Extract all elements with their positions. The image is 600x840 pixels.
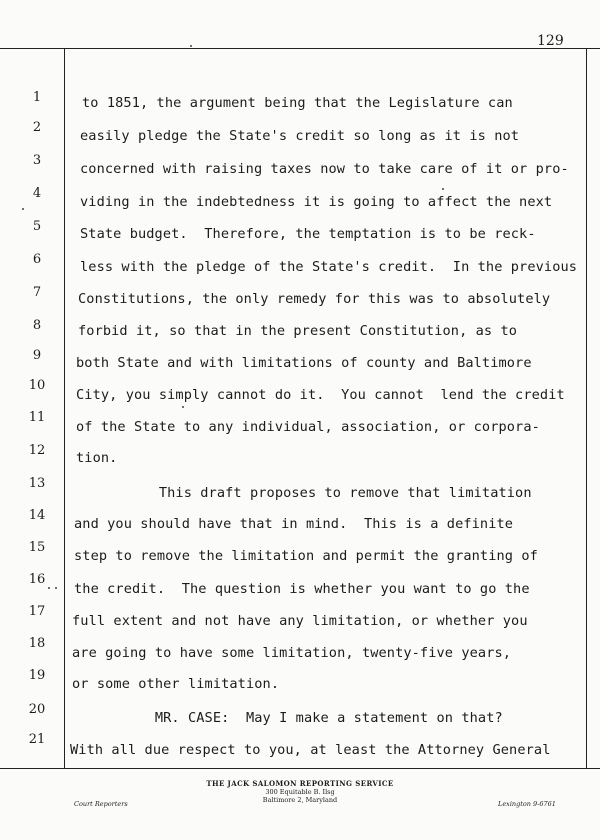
line-number: 15 [28, 540, 46, 555]
line-number: 7 [32, 285, 42, 300]
line-number: 8 [32, 318, 42, 333]
line-number: 4 [32, 186, 42, 201]
text-line: the credit. The question is whether you want to go the [74, 581, 530, 597]
text-line: This draft proposes to remove that limitation [76, 485, 532, 501]
footer-left-caption: Court Reporters [74, 800, 128, 808]
line-number: 18 [28, 636, 46, 651]
line-number: 2 [32, 120, 42, 135]
text-line: With all due respect to you, at least the Attorney General [70, 742, 551, 758]
line-number: 14 [28, 508, 46, 523]
line-number: 21 [28, 732, 46, 747]
reporting-service-address: 300 Equitable B. Ilsg [265, 788, 335, 796]
text-line: forbid it, so that in the present Constitution, as to [78, 323, 518, 339]
reporting-service-city: Baltimore 2, Maryland [262, 796, 338, 804]
scan-speck [190, 45, 192, 47]
page-number: 129 [537, 33, 564, 49]
text-line: to 1851, the argument being that the Legislature can [82, 95, 513, 111]
line-number: 17 [28, 604, 46, 619]
line-number: 6 [32, 252, 42, 267]
text-line: or some other limitation. [72, 676, 280, 692]
text-line: MR. CASE: May I make a statement on that? [72, 710, 503, 726]
footer-phone: Lexington 9-6761 [498, 800, 556, 808]
line-number: 12 [28, 443, 46, 458]
reporting-service-name: THE JACK SALOMON REPORTING SERVICE [206, 779, 394, 788]
text-line: are going to have some limitation, twenty-five years, [72, 645, 512, 661]
line-number: 1 [32, 90, 42, 105]
text-line: City, you simply cannot do it. You cannot lend the credit [76, 387, 565, 403]
line-number: 9 [32, 348, 42, 363]
text-line: State budget. Therefore, the temptation is to be reck- [80, 226, 536, 242]
line-number: 19 [28, 668, 46, 683]
scan-speck [55, 587, 57, 589]
scan-speck [442, 188, 444, 190]
left-margin-rule [64, 48, 65, 768]
text-line: easily pledge the State's credit so long as it is not [80, 128, 520, 144]
text-line: step to remove the limitation and permit the granting of [74, 548, 538, 564]
line-number: 11 [28, 410, 46, 425]
text-line: and you should have that in mind. This is a definite [74, 516, 514, 532]
line-number: 5 [32, 219, 42, 234]
scan-speck [182, 406, 184, 408]
text-line: both State and with limitations of county and Baltimore [76, 355, 532, 371]
line-number: 10 [28, 378, 46, 393]
scan-speck [48, 587, 50, 589]
text-line: less with the pledge of the State's credit. In the previous [80, 259, 578, 275]
text-line: viding in the indebtedness it is going to affect the next [80, 194, 553, 210]
line-number: 13 [28, 476, 46, 491]
right-margin-rule [586, 48, 587, 768]
line-number: 20 [28, 702, 46, 717]
text-line: of the State to any individual, association, or corpora- [76, 419, 540, 435]
bottom-rule [0, 768, 600, 769]
text-line: concerned with raising taxes now to take care of it or pro- [80, 161, 569, 177]
text-line: tion. [76, 450, 118, 466]
line-number: 16 [28, 572, 46, 587]
top-rule [0, 48, 600, 49]
text-line: Constitutions, the only remedy for this was to absolutely [78, 291, 551, 307]
line-number: 3 [32, 153, 42, 168]
text-line: full extent and not have any limitation, or whether you [72, 613, 528, 629]
scan-speck [22, 208, 24, 210]
